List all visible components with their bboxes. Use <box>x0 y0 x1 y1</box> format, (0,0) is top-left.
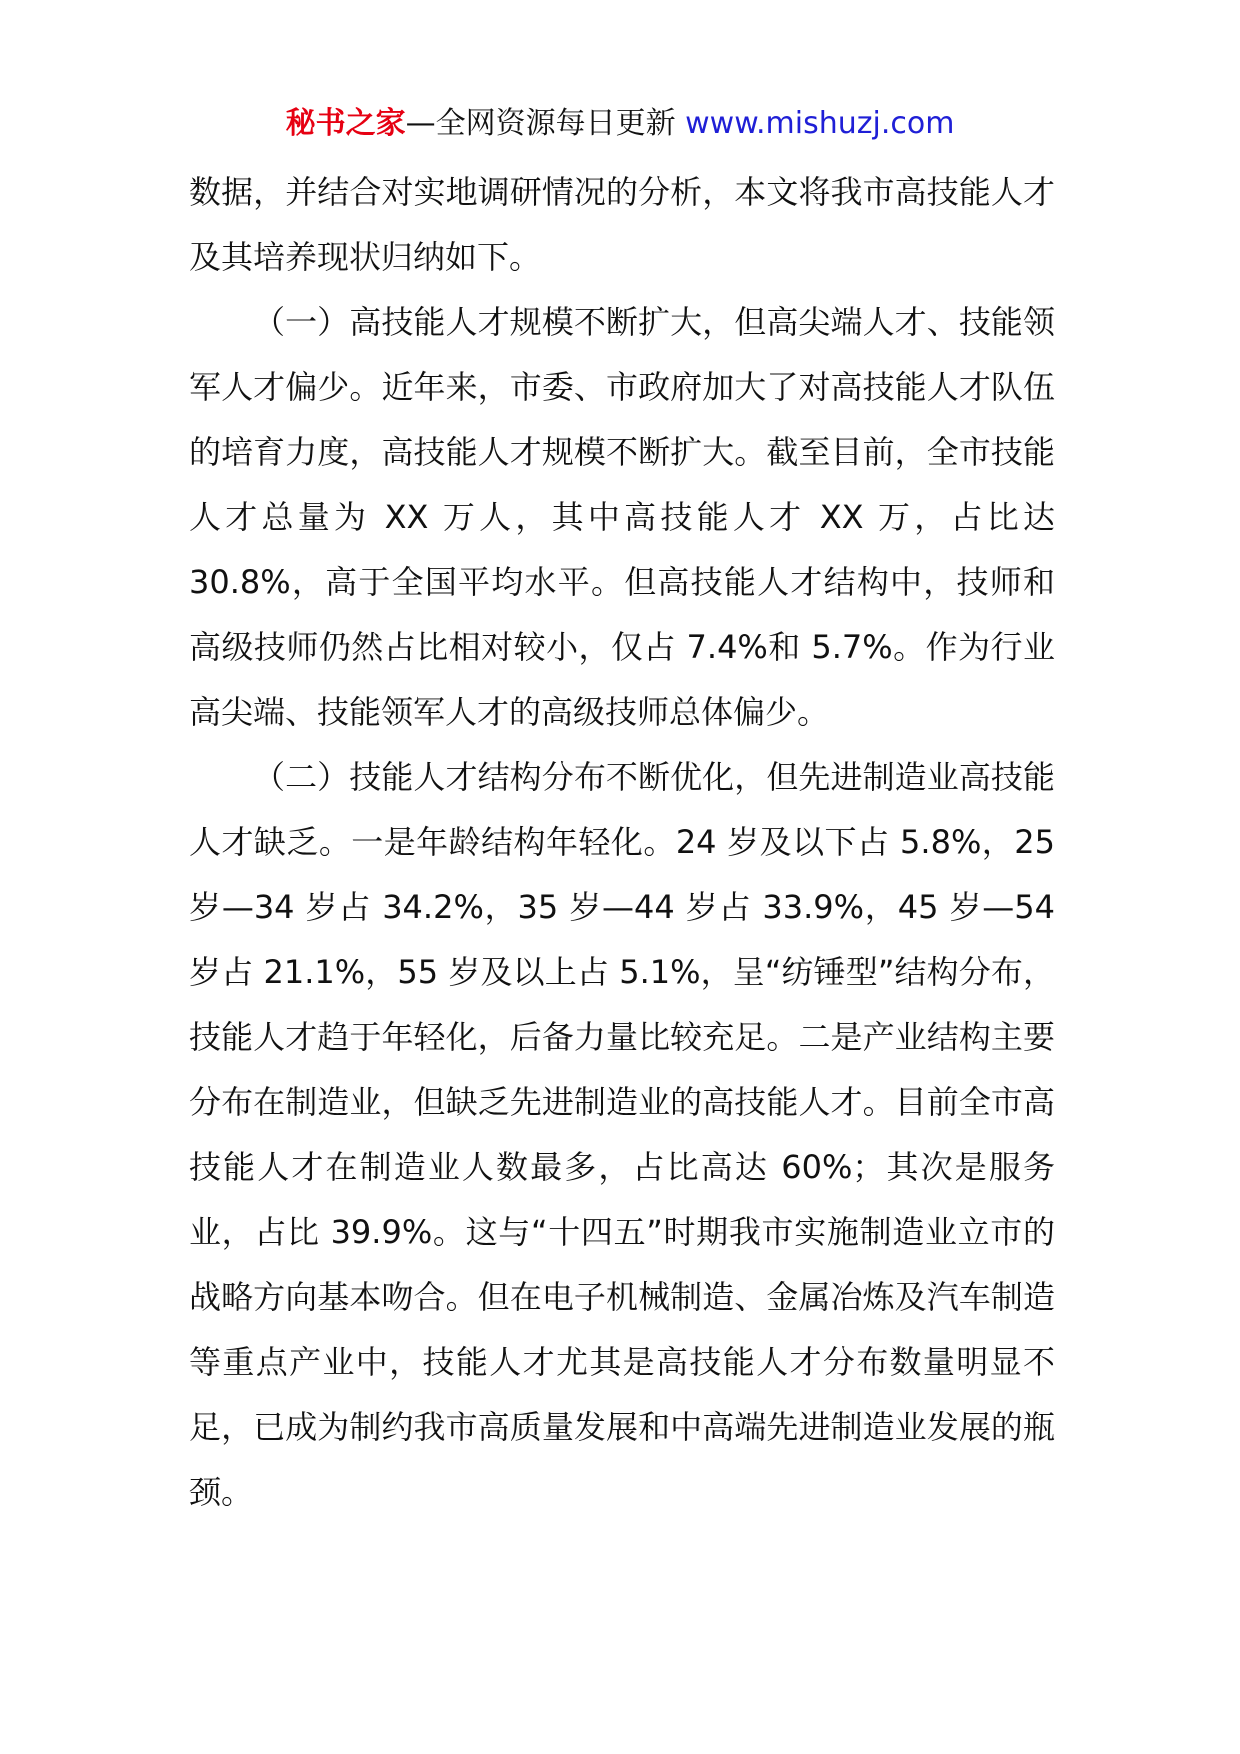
paragraph-section-1: （一）高技能人才规模不断扩大，但高尖端人才、技能领军人才偏少。近年来，市委、市政府加大了对高技能人才队伍的培育力度，高技能人才规模不断扩大。截至目前，全市技能人才总量为 XX 万人，其中高技能人才 XX 万，占比达 30.8%，高于全国平均水平。但高技能人才结构中，技师和高级技师仍然占比相对较小，仅占 7.4%和 5.7%。作为行业高尖端、技能领军人才的高级技师总体偏少。 <box>189 303 1055 731</box>
site-header <box>0 104 1240 144</box>
site-tagline: —全网资源每日更新 <box>405 106 676 141</box>
site-brand: 秘书之家 <box>285 106 406 141</box>
paragraph-intro-continuation: 数据，并结合对实地调研情况的分析，本文将我市高技能人才及其培养现状归纳如下。 <box>189 173 1055 276</box>
paragraph-section-2: （二）技能人才结构分布不断优化，但先进制造业高技能人才缺乏。一是年龄结构年轻化。24 岁及以下占 5.8%，25 岁—34 岁占 34.2%，35 岁—44 岁占 33.9%，45 岁—54 岁占 21.1%，55 岁及以上占 5.1%，呈“纺锤型”结构分布，技能人才趋于年轻化，后备力量比较充足。二是产业结构主要分布在制造业，但缺乏先进制造业的高技能人才。目前全市高技能人才在制造业人数最多，占比高达 60%；其次是服务业，占比 39.9%。这与“十四五”时期我市实施制造业立市的战略方向基本吻合。但在电子机械制造、金属冶炼及汽车制造等重点产业中，技能人才尤其是高技能人才分布数量明显不足，已成为制约我市高质量发展和中高端先进制造业发展的瓶颈。 <box>189 758 1055 1511</box>
site-url-link[interactable]: www.mishuzj.com <box>685 106 955 141</box>
document-body <box>189 160 1055 1525</box>
